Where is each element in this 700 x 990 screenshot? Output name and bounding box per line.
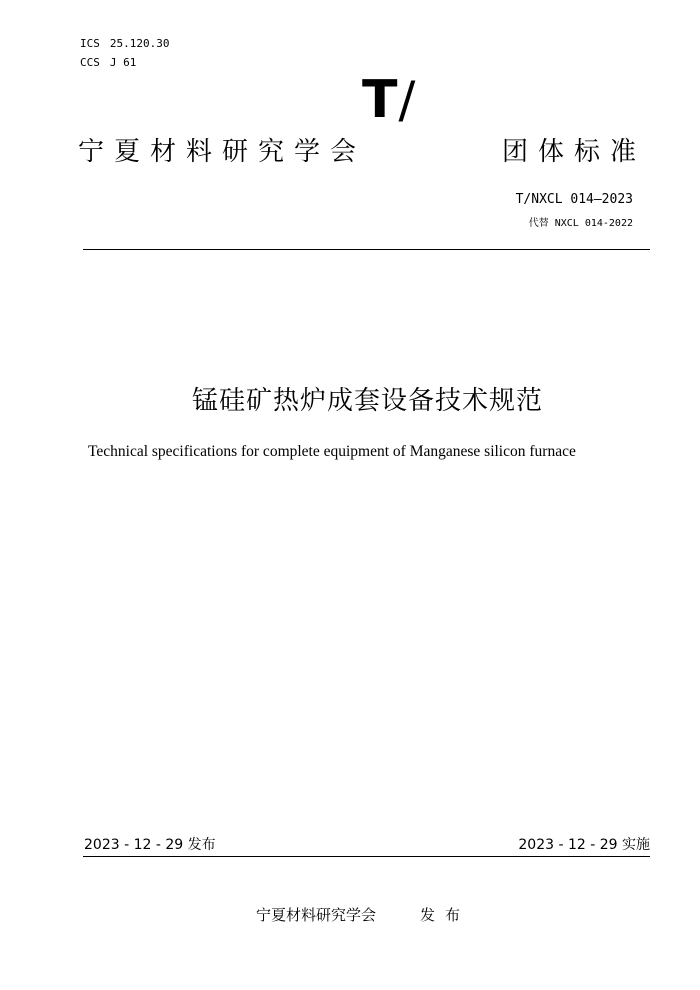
organization-name: 宁夏材料研究学会 — [78, 137, 367, 167]
bottom-divider — [83, 856, 650, 857]
title-chinese: 锰硅矿热炉成套设备技术规范 — [191, 386, 543, 416]
ics-label: ICS — [80, 37, 100, 50]
logo-slash: / — [398, 71, 417, 129]
ccs-line — [80, 53, 169, 72]
publish-label: 发布 — [420, 906, 471, 924]
title-english: Technical specifications for complete equipment of Manganese silicon furnace — [88, 443, 576, 460]
classification-codes — [80, 34, 169, 72]
ccs-label: CCS — [80, 56, 100, 69]
issue-date: 2023 - 12 - 29 发布 — [84, 837, 216, 853]
standard-logo — [362, 70, 417, 130]
top-divider — [83, 249, 650, 250]
ics-code: 25.120.30 — [109, 37, 170, 50]
implementation-date: 2023 - 12 - 29 实施 — [518, 837, 650, 853]
replaces-note: 代替 NXCL 014-2022 — [528, 218, 633, 229]
ccs-code: J 61 — [109, 56, 137, 69]
publisher-name: 宁夏材料研究学会 — [256, 906, 377, 924]
standard-number: T/NXCL 014—2023 — [515, 192, 633, 207]
ics-line — [80, 34, 169, 53]
standard-type: 团体标准 — [502, 137, 647, 167]
logo-letter: T — [362, 70, 399, 130]
